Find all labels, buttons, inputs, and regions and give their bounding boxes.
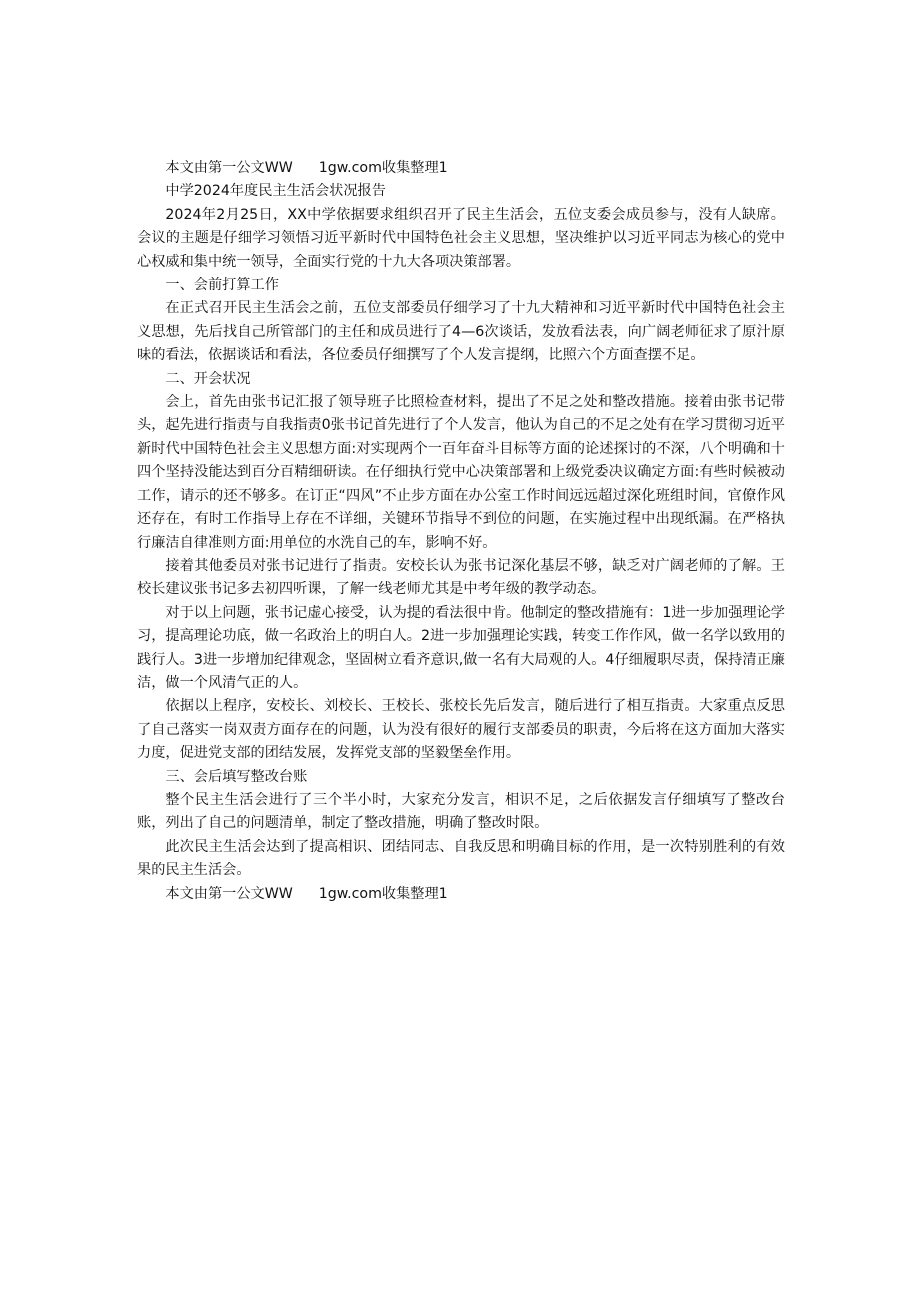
- source-header-right: 1gw.com收集整理1: [318, 160, 448, 176]
- source-footer-right: 1gw.com收集整理1: [318, 885, 448, 902]
- paragraph-measures: 对于以上问题，张书记虚心接受，认为提的看法很中肯。他制定的整改措施有：1进一步加强理论学习，提高理论功底，做一名政治上的明白人。2进一步加强理论实践，转变工作作风，做一名学以致用的践行人。3进一步增加纪律观念，坚固树立看齐意识,做一名有大局观的人。4仔细履职尽责，保持清正廉洁，做一个风清气正的人。: [137, 604, 785, 691]
- paragraph-reflection: 依据以上程序，安校长、刘校长、王校长、张校长先后发言，随后进行了相互指责。大家重点反思了自己落实一岗双责方面存在的问题，认为没有很好的履行支部委员的职责，今后将在这方面加大落实力度，促进党支部的团结发展，发挥党支部的坚毅堡垒作用。: [137, 698, 785, 762]
- source-header: [137, 157, 785, 180]
- section-heading-1: 一、会前打算工作: [165, 277, 279, 294]
- section-heading-3: 三、会后填写整改台账: [165, 768, 308, 785]
- paragraph-preparation: 在正式召开民主生活会之前，五位支部委员仔细学习了十九大精神和习近平新时代中国特色社会主义思想，先后找自己所管部门的主任和成员进行了4—6次谈话，发放看法表，向广阔老师征求了原汁原味的看法，依据谈话和看法，各位委员仔细撰写了个人发言提纲，比照六个方面查摆不足。: [137, 300, 785, 364]
- document-body: [137, 157, 785, 906]
- paragraph-criticism: 接着其他委员对张书记进行了指责。安校长认为张书记深化基层不够，缺乏对广阔老师的了解。王校长建议张书记多去初四听课，了解一线老师尤其是中考年级的教学动态。: [137, 557, 785, 598]
- source-header-left: 本文由第一公文WW: [165, 160, 293, 176]
- source-footer: [137, 883, 785, 906]
- paragraph-meeting: 会上，首先由张书记汇报了领导班子比照检查材料，提出了不足之处和整改措施。接着由张书记带头，起先进行指责与自我指责0张书记首先进行了个人发言，他认为自己的不足之处有在学习贯彻习近平新时代中国特色社会主义思想方面:对实现两个一百年奋斗目标等方面的论述探讨的不深，八个明确和十四个坚持没能达到百分百精细研读。在仔细执行党中心决策部署和上级党委决议确定方面:有些时候被动工作，请示的还不够多。在订正“四风”不止步方面在办公室工作时间远远超过深化班组时间，官僚作风还存在，有时工作指导上存在不详细，关键环节指导不到位的问题，在实施过程中出现纸漏。在严格执行廉洁自律准则方面:用单位的水洗自己的车，影响不好。: [137, 394, 785, 551]
- paragraph-intro: 2024年2月25日，XX中学依据要求组织召开了民主生活会，五位支委会成员参与，没有人缺席。会议的主题是仔细学习领悟习近平新时代中国特色社会主义思想，坚决维护以习近平同志为核心的党中心权威和集中统一领导，全面实行党的十九大各项决策部署。: [137, 206, 785, 270]
- source-footer-left: 本文由第一公文WW: [165, 885, 293, 902]
- paragraph-conclusion: 此次民主生活会达到了提高相识、团结同志、自我反思和明确目标的作用，是一次特别胜利的有效果的民主生活会。: [137, 838, 785, 879]
- document-title: 中学2024年度民主生活会状况报告: [165, 183, 386, 200]
- paragraph-ledger: 整个民主生活会进行了三个半小时，大家充分发言，相识不足，之后依据发言仔细填写了整改台账，列出了自己的问题清单，制定了整改措施，明确了整改时限。: [137, 791, 785, 832]
- section-heading-2: 二、开会状况: [165, 370, 251, 387]
